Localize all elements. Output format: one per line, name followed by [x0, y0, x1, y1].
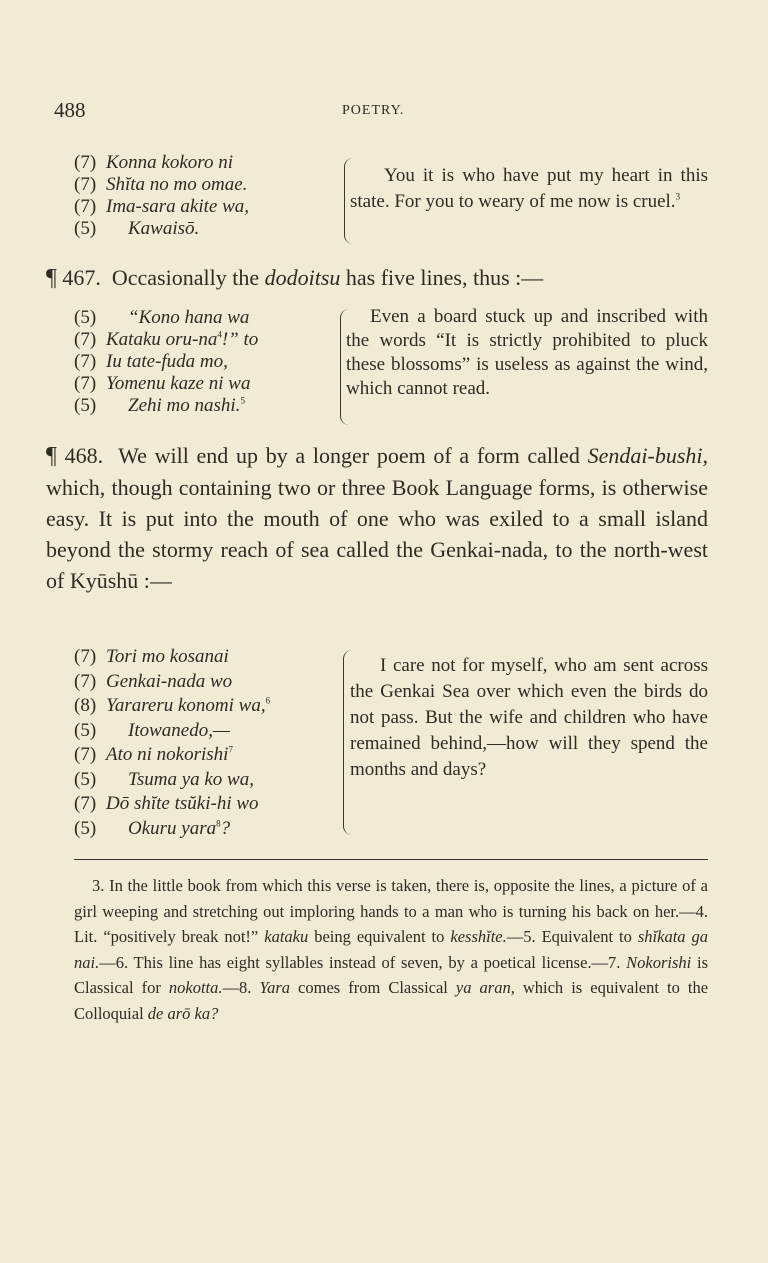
footnote-rule — [74, 859, 708, 860]
verse-line: (8) Yarareru konomi wa,$^6$ — [74, 695, 271, 716]
footnotes: 3. In the little book from which this verse is taken, there is, opposite the lines, a picture of a girl weeping and stretching out imploring hands to a man who is turning his back on her.—4. Lit. “positively break not!” kataku being equivalent to kesshĭte.—5. Equivalent to shĭkata ga nai.—6. This line has eight syllables instead of seven, by a poetical license.—7. Nokorishi is Classical for nokotta.—8. Yara comes from Classical ya aran, which is equivalent to the Colloquial de arō ka? — [74, 876, 709, 1023]
verse-line: (7) Ima-sara akite wa, — [74, 196, 250, 217]
verse-line: (7) Dō shĭte tsŭki-hi wo — [74, 793, 259, 814]
paragraph-467: ¶ 467. Occasionally the dodoitsu has five lines, thus :— — [46, 265, 544, 291]
verse-line: (7) Tori mo kosanai — [74, 646, 229, 667]
running-head: POETRY. — [342, 103, 405, 118]
verse-line: (7) Konna kokoro ni — [74, 152, 234, 173]
verse-line: (5) Itowanedo,— — [74, 719, 230, 741]
verse-line: (7) Ato ni nokorishi$^7$ — [74, 744, 233, 765]
verse-line: (5) Zehi mo nashi.$^5$ — [74, 395, 245, 416]
verse-line: (7) Yomenu kaze ni wa — [74, 373, 251, 394]
page-number: 488 — [54, 98, 86, 122]
verse-line: (5) Tsuma ya ko wa, — [74, 768, 254, 790]
verse-line: (7) Shĭta no mo omae. — [74, 174, 248, 195]
verse-line: (5) Okuru yara$^8$? — [74, 817, 231, 839]
verse-line: (5) “Kono hana wa — [74, 307, 250, 328]
poem3-verse — [74, 645, 270, 841]
verse-line: (7) Genkai-nada wo — [74, 670, 233, 692]
verse-line: (5) Kawaisō. — [74, 218, 200, 239]
poem1-verse — [74, 152, 249, 240]
poem1-translation: You it is who have put my heart in this state. For you to weary of me now is cruel.$^3$ — [350, 165, 708, 212]
verse-line: (7) Kataku oru-$na^4$!” to — [74, 329, 259, 350]
verse-line: (7) Iu tate-fuda mo, — [74, 351, 228, 372]
poem2-verse — [74, 307, 258, 417]
paragraph-468: ¶ 468. We will end up by a longer poem of a form called Sendai-bushi, which, though containing two or three Book Language forms, is otherwise easy. It is put into the mouth of one who was exiled to a small island beyond the stormy reach of sea called the Genkai-nada, to the north-west of Kyūshū :— — [46, 443, 709, 593]
poem3-translation: I care not for myself, who am sent across the Genkai Sea over which even the birds do not pass. But the wife and children who have remained behind,—how will they spend the months and days? — [350, 655, 708, 780]
poem2-translation: Even a board stuck up and inscribed with the words “It is strictly prohibited to pluck these blossoms” is useless as against the wind, which cannot read. — [346, 306, 708, 399]
